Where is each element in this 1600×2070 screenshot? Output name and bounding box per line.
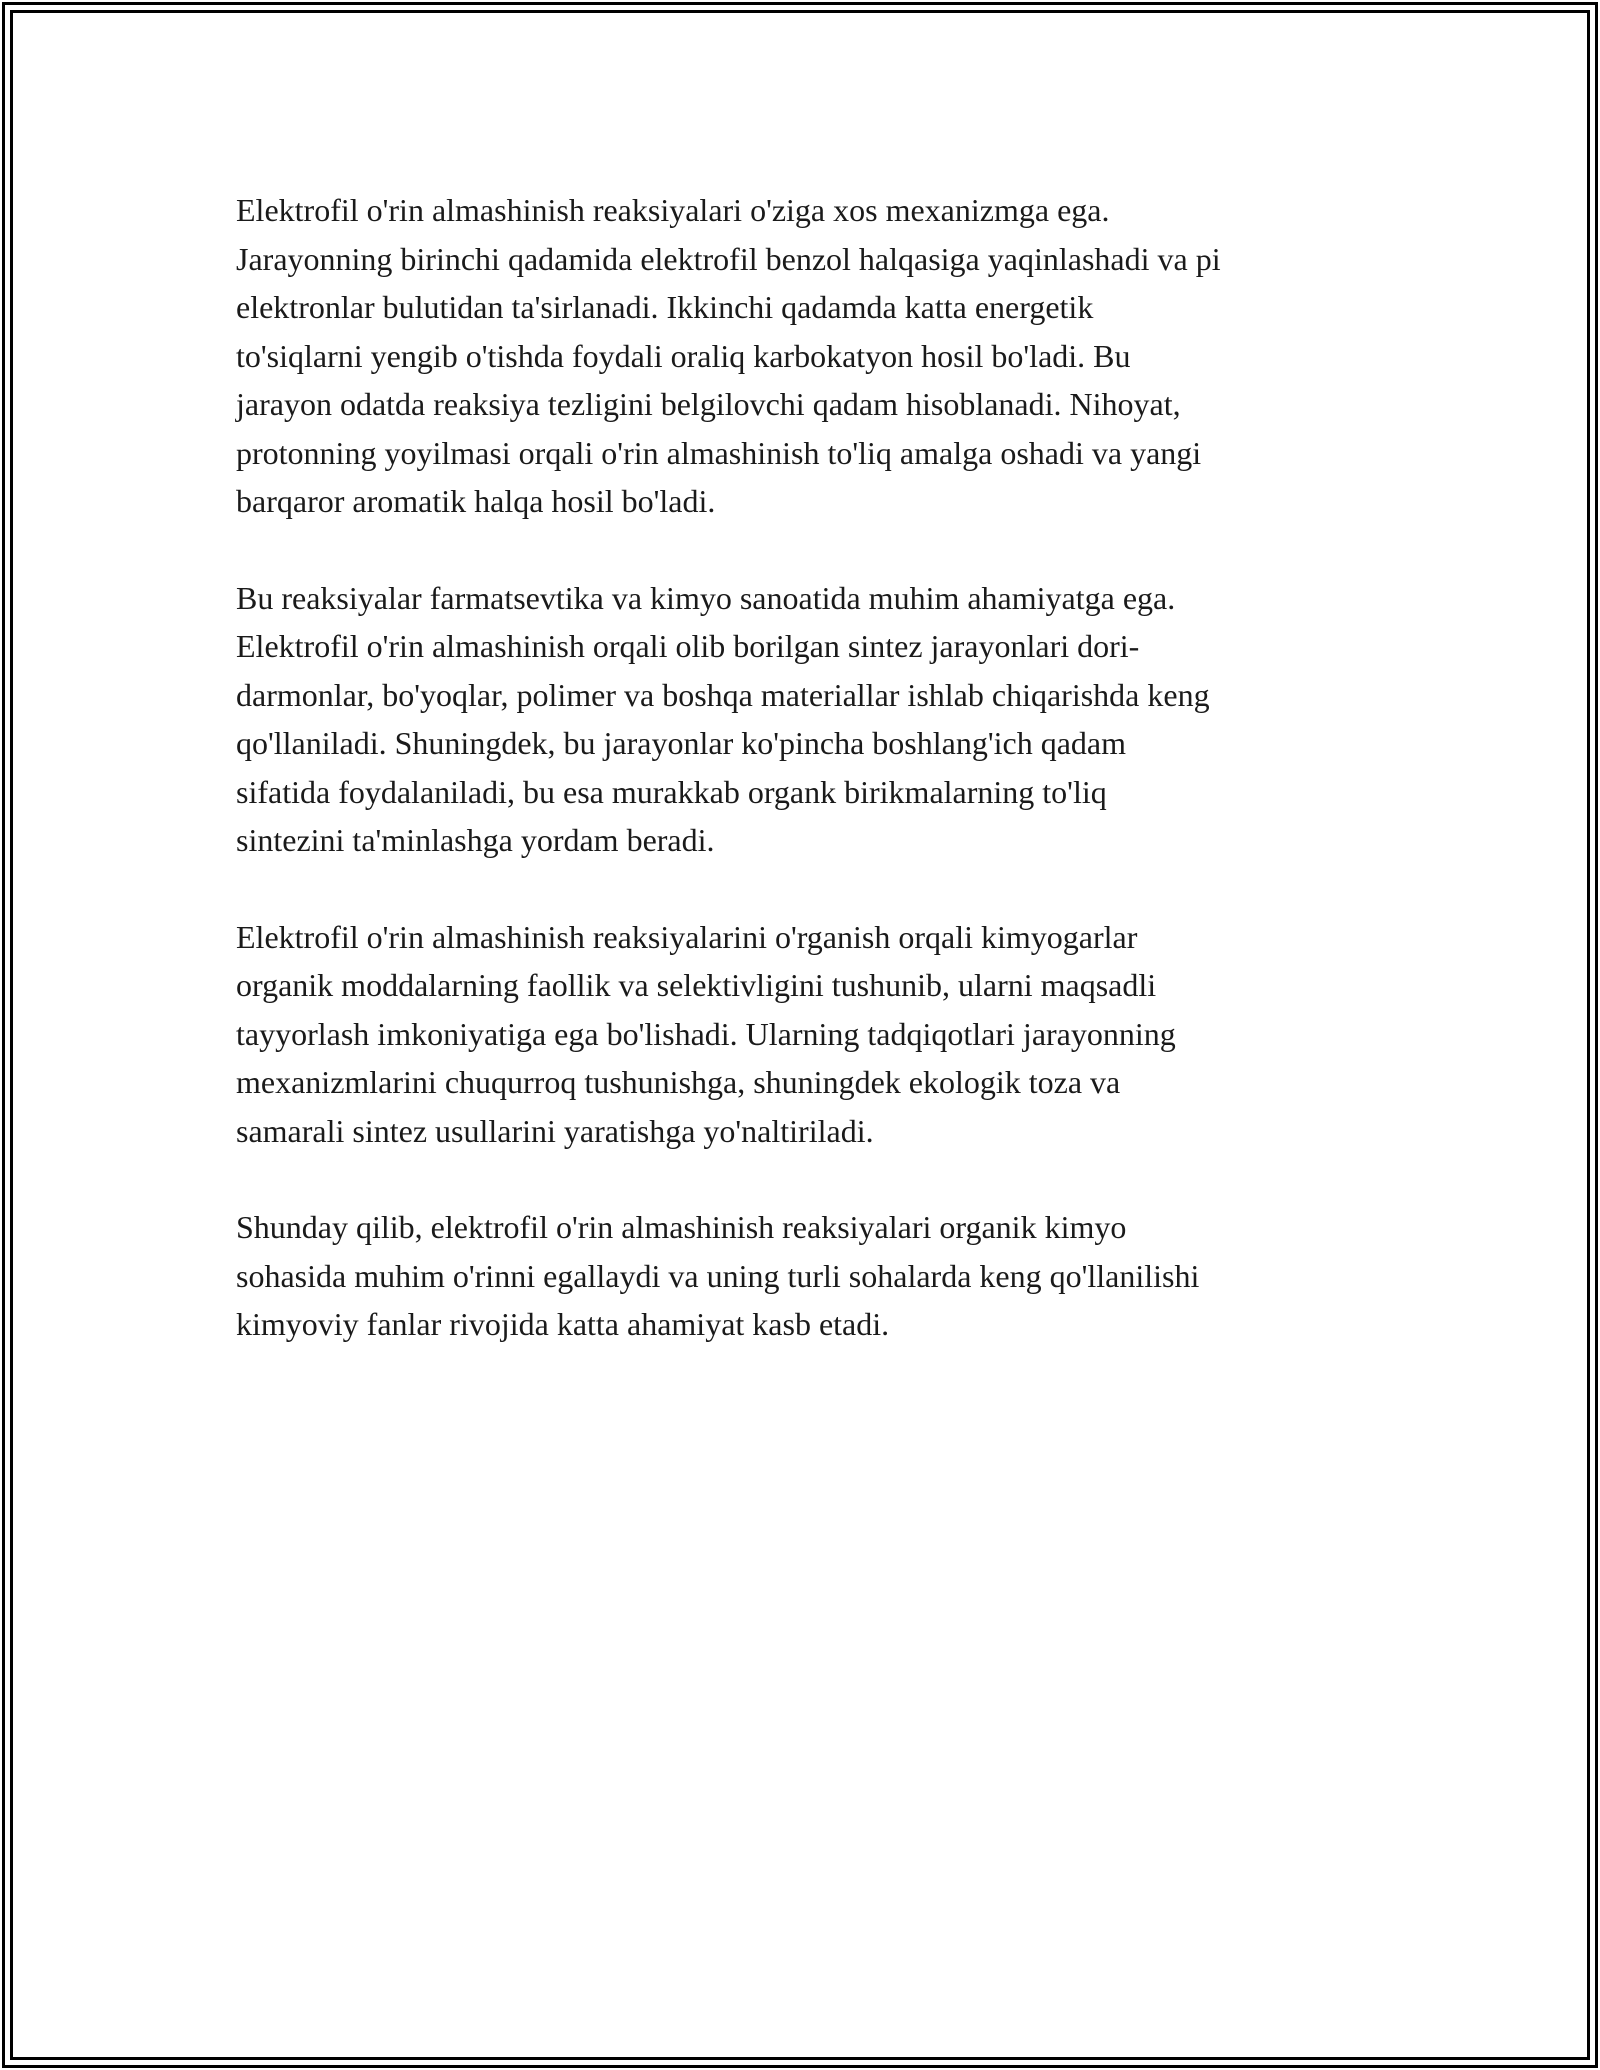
paragraph-line: Shunday qilib, elektrofil o'rin almashinish reaksiyalari organik kimyo: [236, 1209, 1127, 1245]
paragraph-line: jarayon odatda reaksiya tezligini belgilovchi qadam hisoblanadi. Nihoyat,: [236, 386, 1181, 422]
paragraph-line: sifatida foydalaniladi, bu esa murakkab organk birikmalarning to'liq: [236, 773, 1107, 810]
paragraph-4: [236, 1203, 1376, 1349]
paragraph-line: Jarayonning birinchi qadamida elektrofil benzol halqasiga yaqinlashadi va pi: [236, 240, 1221, 277]
paragraph-line: Elektrofil o'rin almashinish reaksiyalari o'ziga xos mexanizmga ega.: [236, 192, 1110, 228]
paragraph-2: [236, 574, 1376, 865]
paragraph-line: kimyoviy fanlar rivojida katta ahamiyat kasb etadi.: [236, 1306, 890, 1342]
paragraph-line: sintezini ta'minlashga yordam beradi.: [236, 822, 715, 858]
paragraph-line: samarali sintez usullarini yaratishga yo'naltiriladi.: [236, 1112, 874, 1149]
paragraph-line: sohasida muhim o'rinni egallaydi va uning turli sohalarda keng qo'llanilishi: [236, 1257, 1200, 1294]
paragraph-line: tayyorlash imkoniyatiga ega bo'lishadi. Ularning tadqiqotlari jarayonning: [236, 1015, 1176, 1052]
paragraph-line: barqaror aromatik halqa hosil bo'ladi.: [236, 483, 716, 519]
paragraph-line: Elektrofil o'rin almashinish reaksiyalarini o'rganish orqali kimyogarlar: [236, 918, 1138, 955]
paragraph-line: elektronlar bulutidan ta'sirlanadi. Ikkinchi qadamda katta energetik: [236, 289, 1094, 325]
paragraph-3: [236, 913, 1376, 1156]
paragraph-line: darmonlar, bo'yoqlar, polimer va boshqa materiallar ishlab chiqarishda keng: [236, 676, 1210, 713]
paragraph-line: Elektrofil o'rin almashinish orqali olib borilgan sintez jarayonlari dori-: [236, 628, 1140, 664]
paragraph-line: qo'llaniladi. Shuningdek, bu jarayonlar ko'pincha boshlang'ich qadam: [236, 725, 1126, 761]
paragraph-line: mexanizmlarini chuqurroq tushunishga, shuningdek ekologik toza va: [236, 1064, 1121, 1100]
paragraph-line: Bu reaksiyalar farmatsevtika va kimyo sanoatida muhim ahamiyatga ega.: [236, 579, 1176, 616]
paragraph-line: organik moddalarning faollik va selektivligini tushunib, ularni maqsadli: [236, 967, 1157, 1003]
document-body: [236, 186, 1376, 1397]
paragraph-line: to'siqlarni yengib o'tishda foydali oraliq karbokatyon hosil bo'ladi. Bu: [236, 337, 1131, 374]
paragraph-line: protonning yoyilmasi orqali o'rin almashinish to'liq amalga oshadi va yangi: [236, 434, 1202, 471]
paragraph-1: [236, 186, 1376, 526]
